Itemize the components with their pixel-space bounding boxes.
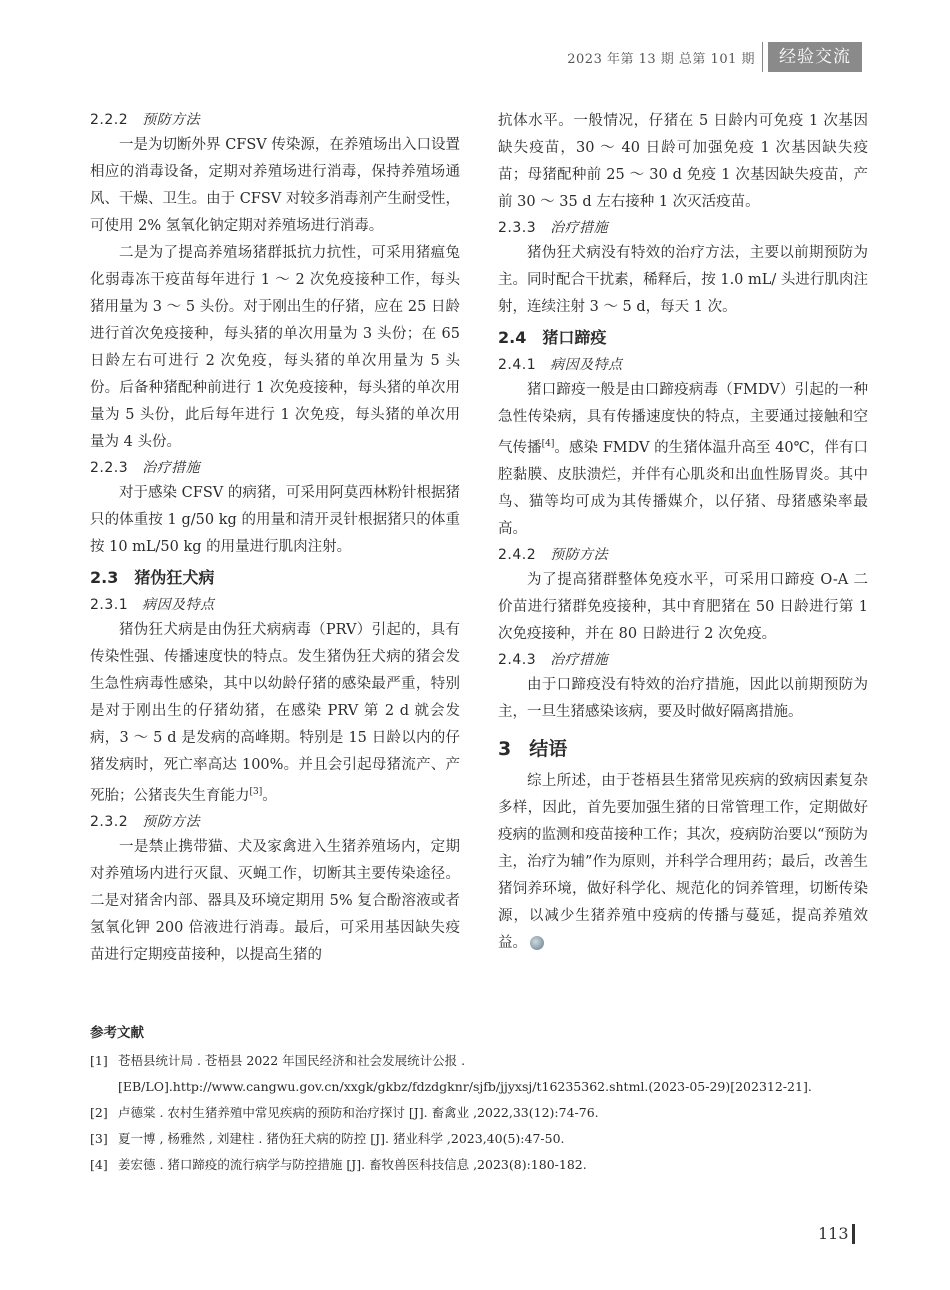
paragraph: 一是禁止携带猫、犬及家禽进入生猪养殖场内，定期对养殖场内进行灭鼠、灭蝇工作，切断其主要传染途径。二是对猪舍内部、器具及环境定期用 5% 复合酚溶液或者氢氧化钾 200 倍液进行消毒。最后，可采用基因缺失疫苗进行定期疫苗接种，以提高生猪的 [90,838,460,963]
heading-2-3-3: 2.3.3 治疗措施 [498,220,609,236]
section-tag: 经验交流 [768,42,862,72]
heading-2-3-1: 2.3.1 病因及特点 [90,597,215,613]
references-title: 参考文献 [90,1025,144,1041]
paragraph: 猪伪狂犬病是由伪狂犬病病毒（PRV）引起的，具有传染性强、传播速度快的特点。发生猪伪狂犬病的猪会发生急性病毒性感染，其中以幼龄仔猪的感染最严重，特别是对于刚出生的仔猪幼猪，在感染 PRV 第 2 d 就会发病，3 ～ 5 d 是发病的高峰期。特别是 15 日龄以内的仔猪发病时，死亡率高达 100%。并且会引起母猪流产、产死胎；公猪丧失生育能力[3]。 [90,622,460,804]
page-number: 113 [818,1224,849,1243]
heading-2-4-3: 2.4.3 治疗措施 [498,651,609,668]
citation: [4] [541,439,555,449]
paragraph: 猪口蹄疫一般是由口蹄疫病毒（FMDV）引起的一种急性传染病，具有传播速度快的特点，主要通过接触和空气传播[4]。感染 FMDV 的生猪体温升高至 40℃，伴有口腔黏膜、皮肤溃烂，并伴有心肌炎和出血性肠胃炎。其中鸟、猫等均可成为其传播媒介，以仔猪、母猪感染率最高。 [498,382,869,537]
reference-item: [3] 夏一博 , 杨雅然 , 刘建柱 . 猪伪狂犬病的防控 [J]. 猪业科学 ,2023,40(5):47-50. [90,1131,565,1146]
heading-2-3-2: 2.3.2 预防方法 [90,813,201,830]
heading-2-4: 2.4 猪口蹄疫 [498,328,607,347]
left-column [90,108,460,969]
paragraph: 一是为切断外界 CFSV 传染源，在养殖场出入口设置相应的消毒设备，定期对养殖场进行消毒，保持养殖场通风、干燥、卫生。由于 CFSV 对较多消毒剂产生耐受性，可使用 2% 氢氧化钠定期对养殖场进行消毒。 [90,137,460,234]
paragraph: 综上所述，由于苍梧县生猪常见疾病的致病因素复杂多样，因此，首先要加强生猪的日常管理工作，定期做好疫病的监测和疫苗接种工作；其次，疫病防治要以“预防为主，治疗为辅”作为原则，并科学合理用药；最后，改善生猪饲养环境，做好科学化、规范化的饲养管理，切断传染源，以减少生猪养殖中疫病的传播与蔓延，提高养殖效益。 [498,772,868,951]
references [90,1020,870,1178]
paragraph: 二是为了提高养殖场猪群抵抗力抗性，可采用猪瘟兔化弱毒冻干疫苗每年进行 1 ～ 2 次免疫接种工作，每头猪用量为 3 ～ 5 头份。对于刚出生的仔猪，应在 25 日龄进行首次免疫接种，每头猪的单次用量为 3 头份；在 65 日龄左右可进行 2 次免疫，每头猪的单次用量为 5 头份。后备种猪配种前进行 1 次免疫接种，每头猪的单次用量为 5 头份，此后每年进行 1 次免疫，每头猪的单次用量为 4 头份。 [90,245,460,450]
heading-2-4-1: 2.4.1 病因及特点 [498,357,623,373]
heading-2-2-3: 2.2.3 治疗措施 [90,460,201,476]
heading-3: 3 结语 [498,737,568,760]
heading-2-2-2: 2.2.2 预防方法 [90,112,201,128]
heading-2-3: 2.3 猪伪狂犬病 [90,568,215,587]
issue-info: 2023 年第 13 期 总第 101 期 [567,52,755,67]
right-column [498,108,868,957]
paragraph: 为了提高猪群整体免疫水平，可采用口蹄疫 O-A 二价苗进行猪群免疫接种，其中育肥猪在 50 日龄进行第 1 次免疫接种，并在 80 日龄进行 2 次免疫。 [498,571,868,642]
end-mark-icon [530,936,544,950]
paragraph: 猪伪狂犬病没有特效的治疗方法，主要以前期预防为主。同时配合干扰素，稀释后，按 1.0 mL/ 头进行肌肉注射，连续注射 3 ～ 5 d，每天 1 次。 [498,245,868,315]
citation: [3] [249,787,263,797]
paragraph: 对于感染 CFSV 的病猪，可采用阿莫西林粉针根据猪只的体重按 1 g/50 kg 的用量和清开灵针根据猪只的体重按 10 mL/50 kg 的用量进行肌肉注射。 [90,485,460,555]
paragraph: 由于口蹄疫没有特效的治疗措施，因此以前期预防为主，一旦生猪感染该病，要及时做好隔离措施。 [498,676,868,720]
heading-2-4-2: 2.4.2 预防方法 [498,546,609,563]
page-number-bar [852,1224,855,1244]
reference-item: [2] 卢德棠 . 农村生猪养殖中常见疾病的预防和治疗探讨 [J]. 畜禽业 ,2022,33(12):74-76. [90,1105,599,1120]
reference-item: [1] 苍梧县统计局 . 苍梧县 2022 年国民经济和社会发展统计公报 .[EB/LO].http://www.cangwu.gov.cn/xxgk/gkbz/fdzdgknr/sjfb/jjyxsj/t16235362.shtml.(2023-05-29)[202312-21]. [90,1053,812,1094]
paragraph-continued: 抗体水平。一般情况，仔猪在 5 日龄内可免疫 1 次基因缺失疫苗，30 ～ 40 日龄可加强免疫 1 次基因缺失疫苗；母猪配种前 25 ～ 30 d 免疫 1 次基因缺失疫苗，产前 30 ～ 35 d 左右接种 1 次灭活疫苗。 [498,113,868,210]
reference-item: [4] 姜宏德 . 猪口蹄疫的流行病学与防控措施 [J]. 畜牧兽医科技信息 ,2023(8):180-182. [90,1157,587,1172]
header-divider [762,42,763,72]
